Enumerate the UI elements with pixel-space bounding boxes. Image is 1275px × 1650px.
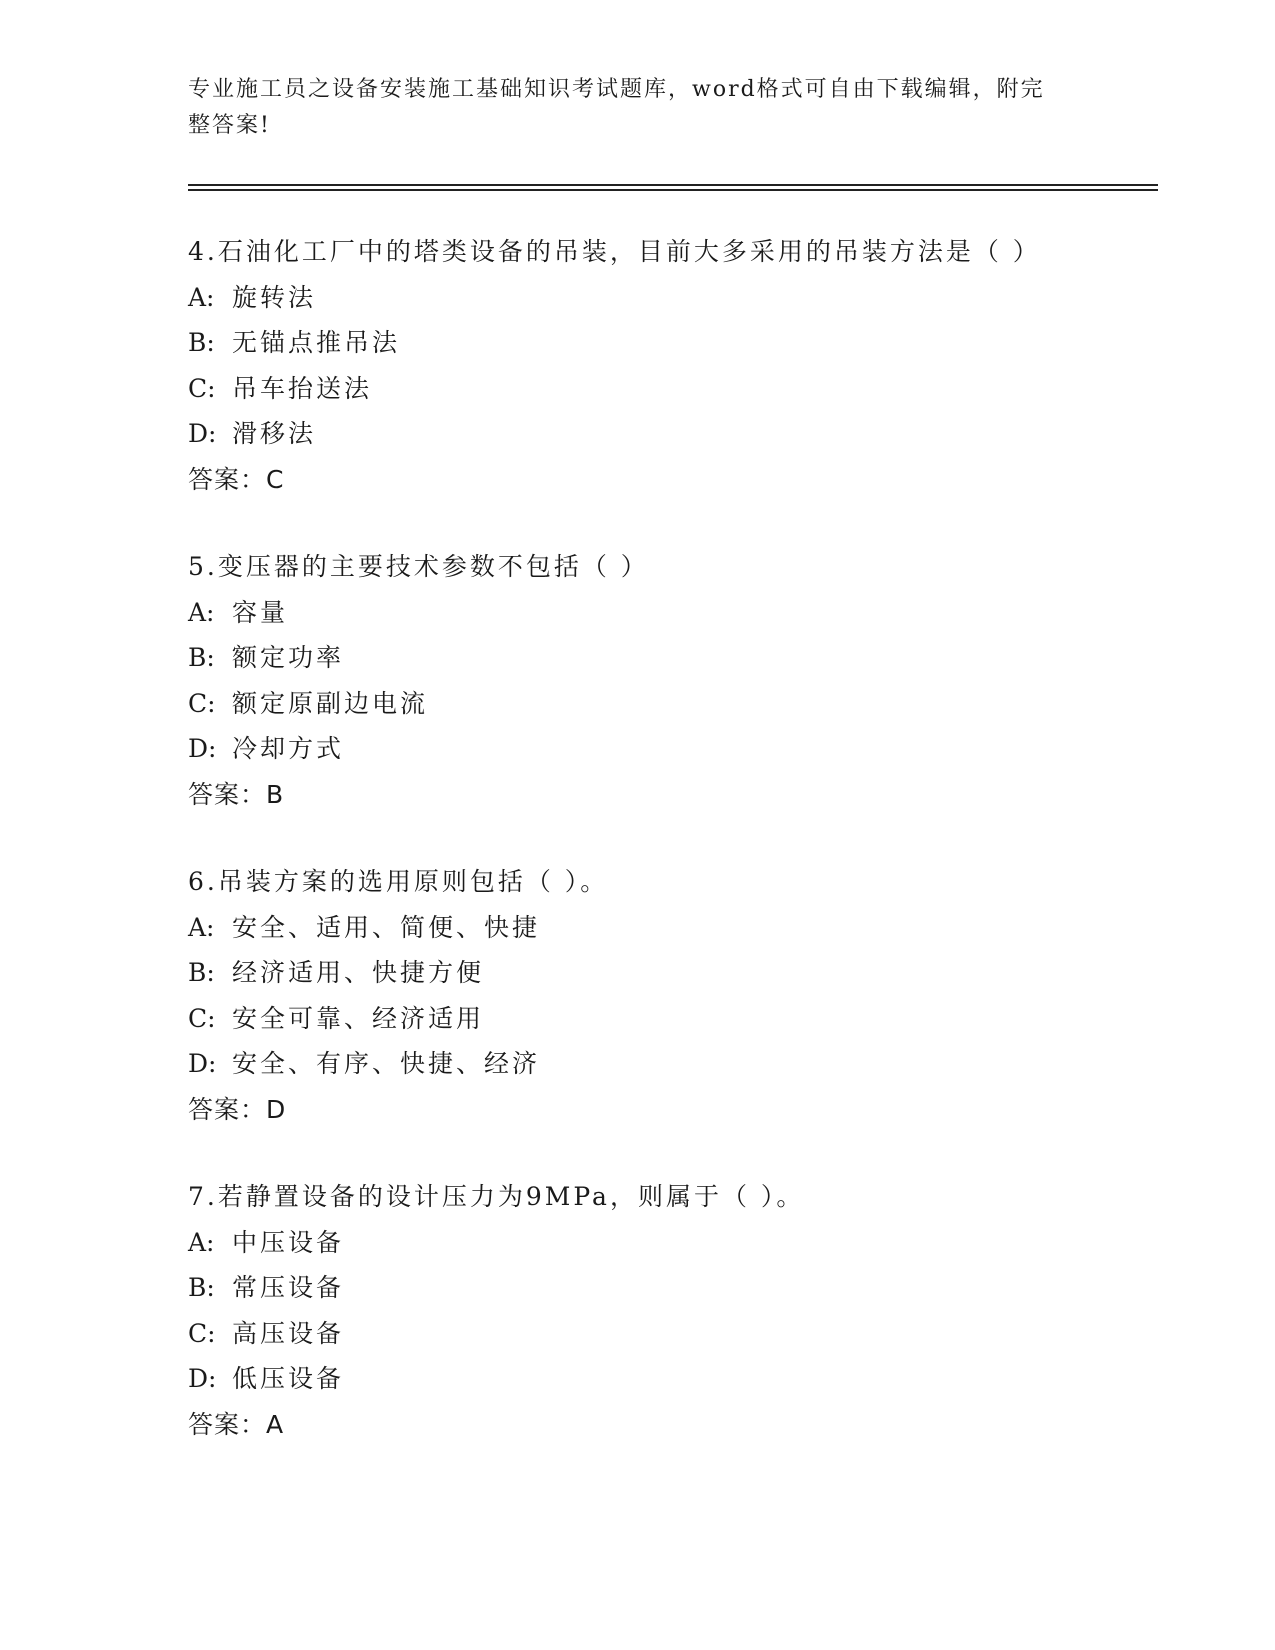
double-divider bbox=[188, 184, 1158, 191]
question-stem: 4.石油化工厂中的塔类设备的吊装，目前大多采用的吊装方法是（ ） bbox=[188, 237, 1041, 266]
option-b bbox=[188, 1265, 1158, 1311]
divider-line-bottom bbox=[188, 189, 1158, 191]
option-text: 安全可靠、经济适用 bbox=[232, 1003, 485, 1033]
option-key: D: bbox=[188, 1049, 217, 1078]
option-text: 冷却方式 bbox=[232, 734, 345, 763]
option-b bbox=[188, 635, 1158, 681]
question-stem: 7.若静置设备的设计压力为9MPa，则属于（ ）。 bbox=[188, 1182, 805, 1211]
option-text: 滑移法 bbox=[232, 419, 317, 448]
option-d bbox=[188, 726, 1158, 772]
option-text: 安全、有序、快捷、经济 bbox=[232, 1049, 541, 1078]
option-text: 无锚点推吊法 bbox=[232, 328, 401, 357]
option-text: 额定功率 bbox=[232, 643, 345, 672]
question-7 bbox=[188, 1174, 1158, 1447]
option-key: A: bbox=[188, 282, 215, 312]
question-6 bbox=[188, 859, 1158, 1132]
option-key: B: bbox=[188, 1273, 215, 1302]
option-a bbox=[188, 905, 1158, 951]
option-c bbox=[188, 366, 1158, 412]
option-key: C: bbox=[188, 1003, 216, 1033]
answer-line: 答案：A bbox=[188, 1409, 285, 1439]
option-c bbox=[188, 681, 1158, 727]
option-text: 旋转法 bbox=[232, 282, 317, 312]
option-text: 容量 bbox=[232, 597, 289, 627]
option-key: A: bbox=[188, 1227, 215, 1257]
answer-line: 答案：D bbox=[188, 1094, 287, 1124]
option-a bbox=[188, 1220, 1158, 1266]
document-page bbox=[188, 72, 1158, 1489]
option-key: A: bbox=[188, 597, 215, 627]
option-key: C: bbox=[188, 373, 216, 403]
option-c bbox=[188, 1311, 1158, 1357]
question-4 bbox=[188, 229, 1158, 502]
option-key: C: bbox=[188, 688, 216, 718]
option-text: 高压设备 bbox=[232, 1318, 345, 1348]
option-key: D: bbox=[188, 734, 217, 763]
option-a bbox=[188, 275, 1158, 321]
option-d bbox=[188, 411, 1158, 457]
option-b bbox=[188, 950, 1158, 996]
answer-line: 答案：C bbox=[188, 464, 285, 494]
option-text: 吊车抬送法 bbox=[232, 373, 373, 403]
option-d bbox=[188, 1356, 1158, 1402]
option-key: B: bbox=[188, 328, 215, 357]
question-5 bbox=[188, 544, 1158, 817]
question-list bbox=[188, 229, 1158, 1447]
option-c bbox=[188, 996, 1158, 1042]
option-text: 经济适用、快捷方便 bbox=[232, 958, 485, 987]
option-text: 常压设备 bbox=[232, 1273, 345, 1302]
option-key: A: bbox=[188, 912, 215, 942]
option-key: C: bbox=[188, 1318, 216, 1348]
question-stem: 5.变压器的主要技术参数不包括（ ） bbox=[188, 552, 649, 581]
option-text: 额定原副边电流 bbox=[232, 688, 429, 718]
option-text: 中压设备 bbox=[232, 1227, 345, 1257]
option-a bbox=[188, 590, 1158, 636]
option-key: D: bbox=[188, 1364, 217, 1393]
option-text: 低压设备 bbox=[232, 1364, 345, 1393]
answer-line: 答案：B bbox=[188, 779, 285, 809]
option-b bbox=[188, 320, 1158, 366]
option-key: B: bbox=[188, 958, 215, 987]
document-intro: 专业施工员之设备安装施工基础知识考试题库，word格式可自由下载编辑，附完整答案! bbox=[188, 77, 1045, 138]
question-stem: 6.吊装方案的选用原则包括（ ）。 bbox=[188, 867, 609, 896]
option-text: 安全、适用、简便、快捷 bbox=[232, 912, 541, 942]
option-d bbox=[188, 1041, 1158, 1087]
option-key: D: bbox=[188, 419, 217, 448]
option-key: B: bbox=[188, 643, 215, 672]
